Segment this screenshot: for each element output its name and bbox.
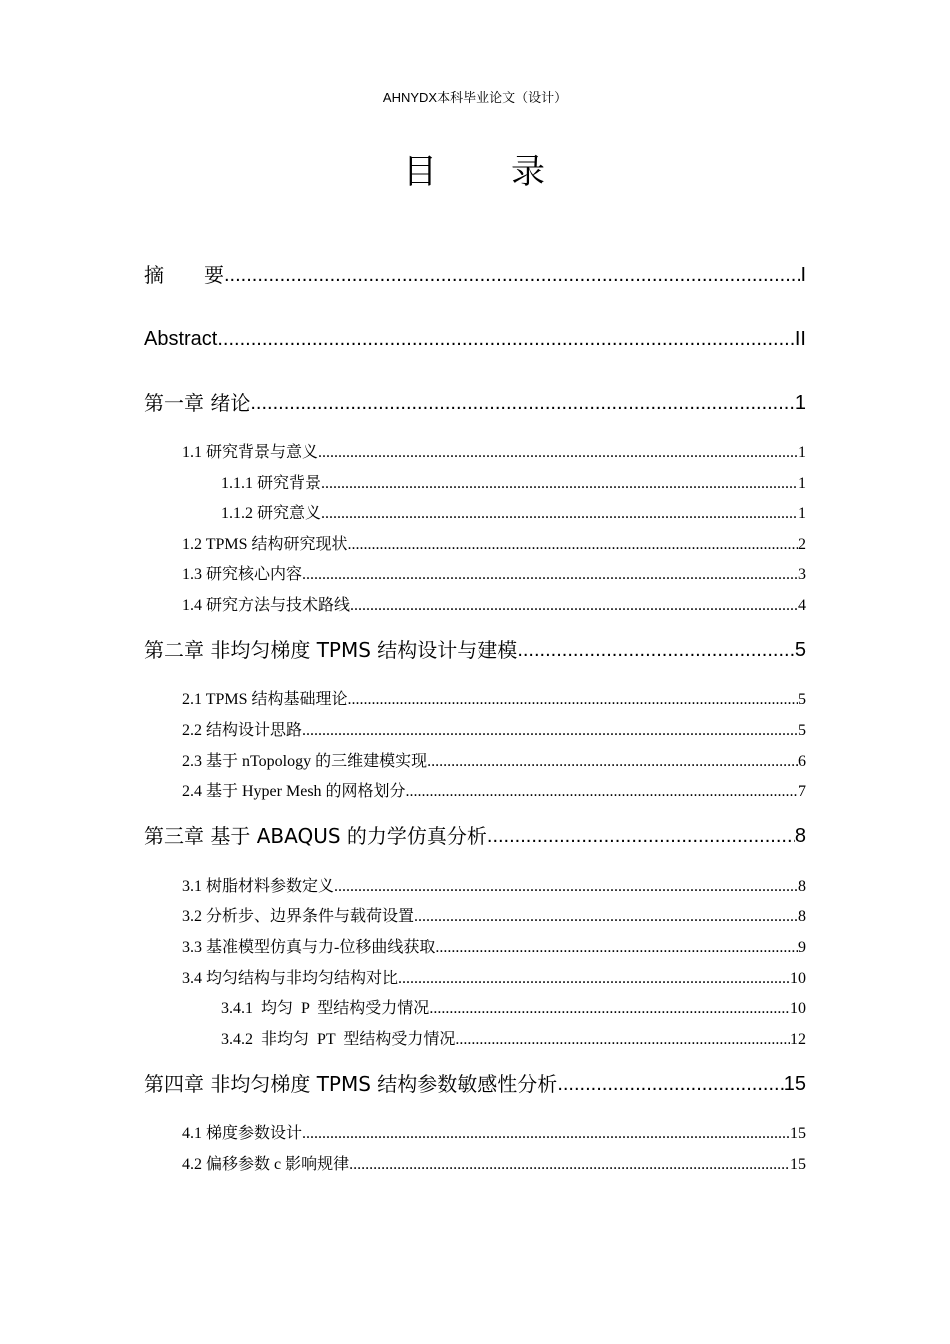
- toc-entry-page: 5: [794, 639, 806, 661]
- toc-title-char-1: 目: [403, 152, 439, 192]
- toc-entry-page: 8: [798, 908, 806, 925]
- toc-entry-label: 1.2 TPMS 结构研究现状: [182, 536, 348, 553]
- toc-entry-page: 3: [798, 566, 806, 583]
- toc-entry-page: 8: [798, 878, 806, 895]
- toc-entry-label: 第四章 非均匀梯度 TPMS 结构参数敏感性分析: [144, 1072, 558, 1096]
- toc-entry-1-1-1[interactable]: [221, 473, 806, 495]
- toc-entry-3-3[interactable]: [182, 937, 806, 959]
- toc-leader-dots: [217, 325, 795, 353]
- toc-entry-label: 4.1 梯度参数设计: [182, 1125, 303, 1142]
- toc-entry-4-1[interactable]: [182, 1123, 806, 1145]
- toc-leader-dots: [350, 595, 798, 617]
- toc-entry-page: 10: [790, 970, 806, 987]
- toc-leader-dots: [302, 1123, 790, 1145]
- toc-entry-label: Abstract: [144, 328, 218, 350]
- toc-entry-3-4[interactable]: [182, 968, 806, 990]
- toc-entry-2-4[interactable]: [182, 781, 806, 803]
- page-header: AHNYDX本科毕业论文（设计）: [382, 90, 568, 105]
- toc-entry-label: 摘 要: [144, 263, 224, 287]
- toc-entry-label: 1.3 研究核心内容: [182, 566, 303, 583]
- toc-leader-dots: [398, 968, 790, 990]
- toc-entry-page: 15: [790, 1156, 806, 1173]
- toc-entry-page: I: [800, 264, 806, 286]
- toc-entry-label: 2.4 基于 Hyper Mesh 的网格划分: [182, 783, 406, 800]
- toc-entry-label: 3.4.1 均匀 P 型结构受力情况: [221, 1000, 430, 1017]
- toc-leader-dots: [557, 1070, 783, 1098]
- toc-entry-label: 2.1 TPMS 结构基础理论: [182, 691, 348, 708]
- toc-entry-page: 8: [794, 825, 806, 847]
- toc-entry-page: 1: [798, 444, 806, 461]
- toc-entry-page: 6: [798, 753, 806, 770]
- toc-entry-page: 1: [794, 392, 806, 414]
- toc-leader-dots: [427, 751, 798, 773]
- toc-entry-page: 15: [783, 1073, 806, 1095]
- toc-entry-label: 2.3 基于 nTopology 的三维建模实现: [182, 753, 428, 770]
- toc-entry-3-4-2[interactable]: [221, 1029, 806, 1051]
- toc-entry-label: 第三章 基于 ABAQUS 的力学仿真分析: [144, 824, 487, 848]
- toc-leader-dots: [517, 636, 795, 664]
- toc-leader-dots: [321, 473, 798, 495]
- toc-entry-page: 1: [798, 475, 806, 492]
- toc-leader-dots: [250, 389, 795, 417]
- toc-leader-dots: [414, 906, 798, 928]
- toc-entry-label: 3.4 均匀结构与非均匀结构对比: [182, 970, 399, 987]
- toc-entry-1-2[interactable]: [182, 534, 806, 556]
- toc-leader-dots: [224, 261, 800, 289]
- toc-entry-1-4[interactable]: [182, 595, 806, 617]
- toc-leader-dots: [348, 689, 798, 711]
- toc-leader-dots: [435, 937, 798, 959]
- toc-leader-dots: [302, 720, 798, 742]
- toc-entry-3-1[interactable]: [182, 876, 806, 898]
- toc-entry-page: 5: [798, 722, 806, 739]
- toc-entry-4-2[interactable]: [182, 1154, 806, 1176]
- toc-entry-1-1[interactable]: [182, 442, 806, 464]
- toc-entry-label: 3.4.2 非均匀 PT 型结构受力情况: [221, 1031, 456, 1048]
- toc-entry-page: 7: [798, 783, 806, 800]
- toc-entry-chapter-1[interactable]: [144, 389, 806, 417]
- toc-entry-page: 1: [798, 505, 806, 522]
- toc-entry-2-1[interactable]: [182, 689, 806, 711]
- toc-entry-label: 2.2 结构设计思路: [182, 722, 303, 739]
- toc-leader-dots: [455, 1029, 790, 1051]
- toc-entry-label: 4.2 偏移参数 c 影响规律: [182, 1156, 350, 1173]
- toc-entry-label: 1.1 研究背景与意义: [182, 444, 319, 461]
- toc-entry-page: 10: [790, 1000, 806, 1017]
- toc-entry-1-1-2[interactable]: [221, 503, 806, 525]
- toc-entry-page: 4: [798, 597, 806, 614]
- toc-entry-3-2[interactable]: [182, 906, 806, 928]
- toc-leader-dots: [406, 781, 798, 803]
- toc-leader-dots: [429, 998, 790, 1020]
- toc-entry-chapter-4[interactable]: [144, 1070, 806, 1098]
- toc-leader-dots: [348, 534, 798, 556]
- toc-entry-chapter-3[interactable]: [144, 822, 806, 850]
- toc-entry-label: 1.1.1 研究背景: [221, 475, 322, 492]
- toc-entry-3-4-1[interactable]: [221, 998, 806, 1020]
- toc-leader-dots: [321, 503, 798, 525]
- toc-entry-2-2[interactable]: [182, 720, 806, 742]
- toc-entry-page: 12: [790, 1031, 806, 1048]
- toc-entry-2-3[interactable]: [182, 751, 806, 773]
- toc-entry-label: 1.4 研究方法与技术路线: [182, 597, 351, 614]
- toc-entry-page: 15: [790, 1125, 806, 1142]
- toc-leader-dots: [334, 876, 798, 898]
- toc-entry-chapter-2[interactable]: [144, 636, 806, 664]
- toc-leader-dots: [318, 442, 798, 464]
- toc-entry-label: 3.2 分析步、边界条件与载荷设置: [182, 908, 415, 925]
- toc-leader-dots: [302, 564, 798, 586]
- toc-entry-label: 3.3 基准模型仿真与力-位移曲线获取: [182, 939, 436, 956]
- toc-entry-abstract-zh[interactable]: [144, 261, 806, 289]
- toc-entry-label: 第一章 绪论: [144, 391, 251, 415]
- toc-entry-label: 3.1 树脂材料参数定义: [182, 878, 335, 895]
- toc-entry-abstract-en[interactable]: [144, 325, 806, 353]
- toc-entry-1-3[interactable]: [182, 564, 806, 586]
- toc-leader-dots: [349, 1154, 790, 1176]
- toc-entry-page: II: [794, 328, 806, 350]
- toc-entry-label: 1.1.2 研究意义: [221, 505, 322, 522]
- toc-entry-page: 2: [798, 536, 806, 553]
- toc-entry-page: 9: [798, 939, 806, 956]
- toc-entry-page: 5: [798, 691, 806, 708]
- toc-leader-dots: [487, 822, 795, 850]
- toc-title-char-2: 录: [511, 152, 547, 192]
- toc-entry-label: 第二章 非均匀梯度 TPMS 结构设计与建模: [144, 638, 518, 662]
